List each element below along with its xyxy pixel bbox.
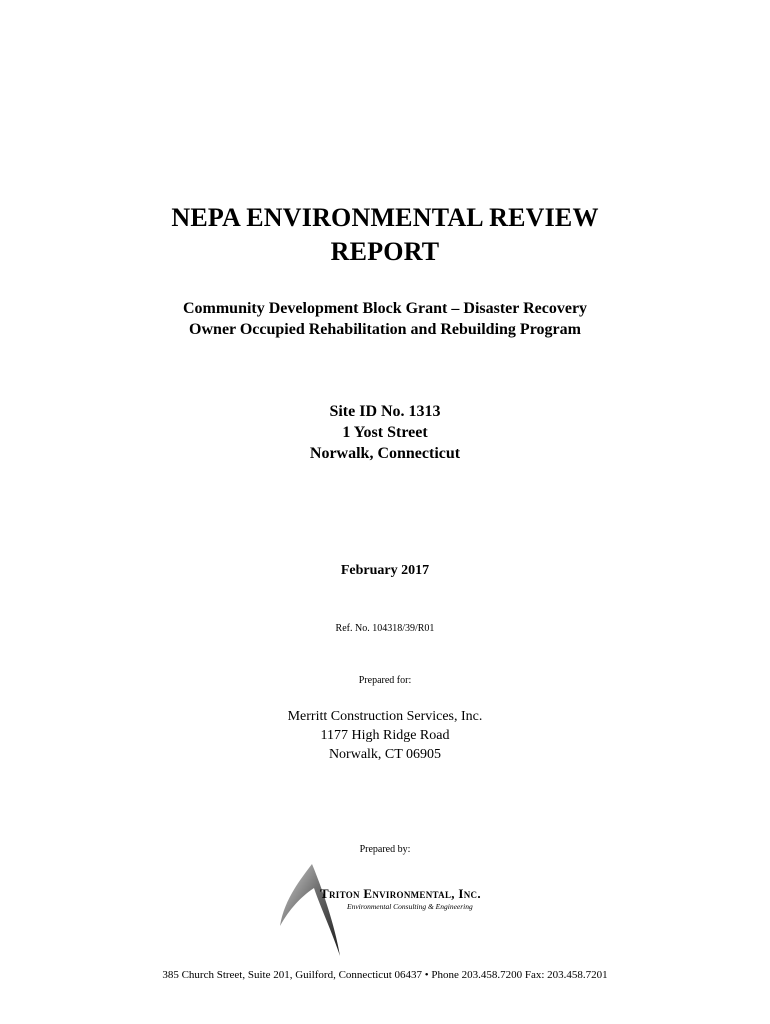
prepared-for-label: Prepared for:: [358, 675, 412, 686]
footer-contact: 385 Church Street, Suite 201, Guilford, Connecticut 06437 • Phone 203.458.7200 Fax: 203.458.7201: [162, 969, 608, 981]
report-date: February 2017: [340, 563, 430, 578]
logo-tagline: Environmental Consulting & Engineering: [347, 902, 473, 911]
program-subtitle-line-1: Community Development Block Grant – Disaster Recovery: [182, 300, 588, 317]
client-name: Merritt Construction Services, Inc.: [287, 709, 483, 724]
prepared-by-label: Prepared by:: [359, 844, 411, 855]
program-subtitle: [0, 298, 770, 340]
report-title: [0, 201, 770, 269]
site-street: 1 Yost Street: [342, 424, 428, 441]
program-subtitle-line-2: Owner Occupied Rehabilitation and Rebuilding Program: [189, 321, 581, 338]
client-city: Norwalk, CT 06905: [328, 747, 442, 762]
report-title-line-1: NEPA ENVIRONMENTAL REVIEW: [171, 203, 599, 232]
site-id: Site ID No. 1313: [329, 403, 441, 420]
client-address: [0, 707, 770, 764]
reference-number: Ref. No. 104318/39/R01: [335, 623, 435, 634]
site-info: [0, 401, 770, 464]
site-city: Norwalk, Connecticut: [309, 445, 461, 462]
triton-sail-icon: [276, 862, 346, 958]
triton-logo: [276, 862, 526, 958]
client-street: 1177 High Ridge Road: [320, 728, 450, 743]
report-title-line-2: REPORT: [330, 237, 440, 266]
logo-company-name: Triton Environmental, Inc.: [320, 886, 481, 901]
